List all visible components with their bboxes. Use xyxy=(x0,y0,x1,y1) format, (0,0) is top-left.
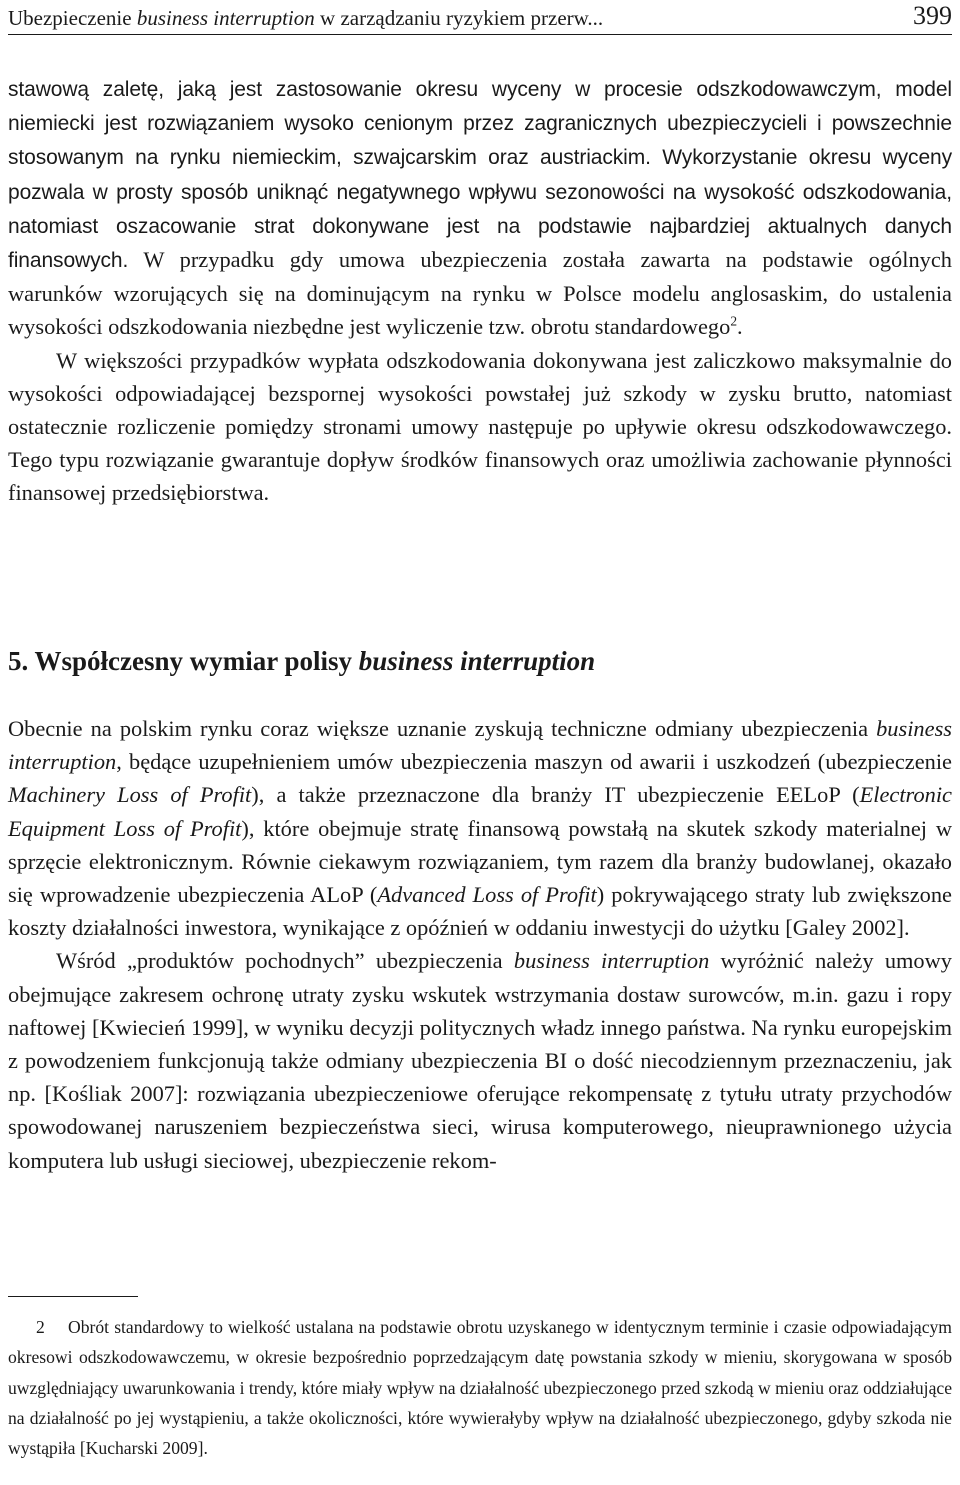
running-header xyxy=(8,1,952,35)
footnote-text: Obrót standardowy to wielkość ustalana na podstawie obrotu uzyskanego w identycznym terminie i czasie odpowiadającym okresowi odszkodowawczemu, w okresie bezpośrednio poprzedzającym datę powstania szkody w mieniu, skorygowana w sposób uwzględniający uwarunkowania i trendy, które miały wpływ na działalność ubezpieczonego przed szkodą w mieniu oraz oddziałujące na działalność po jej wystąpieniu, a także okoliczności, które wywierałyby wpływ na działalność ubezpieczonego, gdyby szkoda nie wystąpiła [Kucharski 2009]. xyxy=(8,1317,952,1459)
footnote-reference[interactable]: 2 xyxy=(730,313,738,329)
running-title xyxy=(8,4,603,32)
paragraph-1-end: . xyxy=(737,314,743,340)
p3-text: ), które obejmuje stratę finansową powstałą na skutek szkody materialnej w sprzęcie elektronicznym. Równie ciekawym rozwiązaniem, tym razem dla branży budowlanej, okazało się wprowadzenie ubezpieczenia ALoP ( xyxy=(8,815,952,908)
section-heading xyxy=(8,642,952,680)
section-heading-text: 5. Współczesny wymiar polisy xyxy=(8,646,359,676)
footnote-divider xyxy=(8,1296,138,1297)
p3-text: , będące uzupełnieniem umów ubezpieczenia maszyn od awarii i uszkodzeń (ubezpieczenie xyxy=(116,749,952,775)
paragraph-4 xyxy=(8,944,952,1176)
page-number: 399 xyxy=(913,1,952,30)
footnote-mark: 2 xyxy=(36,1317,45,1337)
p3-italic: Electronic Equipment Loss of Profit xyxy=(8,782,952,841)
footnote-2 xyxy=(8,1312,952,1463)
running-title-part: w zarządzaniu ryzykiem przerw... xyxy=(314,6,604,30)
p3-text: Obecnie na polskim rynku coraz większe uznanie zyskują techniczne odmiany ubezpieczenia xyxy=(8,716,877,741)
paragraph-1-text: W przypadku gdy umowa ubezpieczenia została zawarta na podstawie ogólnych warunków wzorujących się na dominującym na rynku w Polsce modelu anglosaskim, do ustalenia wysokości odszkodowania niezbędne jest wyliczenie tzw. obrotu standardowego xyxy=(8,247,952,340)
body-block-2 xyxy=(8,712,952,1177)
paragraph-1 xyxy=(8,72,952,344)
p4-text: Wśród „produktów pochodnych” ubezpieczenia xyxy=(56,948,514,974)
p4-italic: business interruption xyxy=(513,948,710,974)
paragraph-1-sans-text: stawową zaletę, jaką jest zastosowanie okresu wyceny w procesie odszkodowawczym, model niemiecki jest rozwiązaniem wysoko cenionym przez zagranicznych ubezpieczycieli i powszechnie stosowanym na rynku niemieckim, szwajcarskim oraz austriackim. Wykorzystanie okresu wyceny pozwala w prosty sposób uniknąć negatywnego wpływu sezonowości na wysokość odszkodowania, natomiast oszacowanie strat dokonywane jest na podstawie najbardziej aktualnych danych finansowych. xyxy=(8,78,952,273)
p3-italic: Machinery Loss of Profit xyxy=(8,782,252,808)
running-title-part: Ubezpieczenie xyxy=(8,6,137,30)
p3-text: ) pokrywającego straty lub zwiększone koszty działalności inwestora, wynikające z opóźnień w oddaniu inwestycji do użytku [Galey 2002]. xyxy=(8,882,952,941)
p3-text: ), a także przeznaczone dla branży IT ubezpieczenie EELoP ( xyxy=(251,782,860,808)
section-heading-italic: business interruption xyxy=(358,646,596,676)
paragraph-3 xyxy=(8,712,952,944)
p3-italic: Advanced Loss of Profit xyxy=(377,882,597,908)
paragraph-2: W większości przypadków wypłata odszkodowania dokonywana jest zaliczkowo maksymalnie do wysokości odpowiadającej bezspornej wysokości powstałej już szkody w zysku brutto, natomiast ostatecznie rozliczenie pomiędzy stronami umowy następuje po upływie okresu odszkodowawczego. Tego typu rozwiązanie gwarantuje dopływ środków finansowych oraz umożliwia zachowanie płynności finansowej przedsiębiorstwa. xyxy=(8,347,952,506)
running-title-italic: business interruption xyxy=(136,6,315,30)
p3-italic: business interruption xyxy=(8,716,952,775)
body-block-1 xyxy=(8,72,952,510)
p4-text: wyróżnić należy umowy obejmujące zakresem ochronę utraty zysku wskutek wstrzymania dostaw surowców, m.in. gazu i ropy naftowej [Kwiecień 1999], w wyniku decyzji politycznych władz innego państwa. Na rynku europejskim z powodzeniem funkcjonują także odmiany ubezpieczenia BI o dość niecodziennym przeznaczeniu, jak np. [Kośliak 2007]: rozwiązania ubezpieczeniowe oferujące rekompensatę z tytułu utraty przychodów spowodowanej naruszeniem bezpieczeństwa sieci, wirusa komputerowego, nieuprawnionego użycia komputera lub usługi sieciowej, ubezpieczenie rekom- xyxy=(8,948,952,1173)
